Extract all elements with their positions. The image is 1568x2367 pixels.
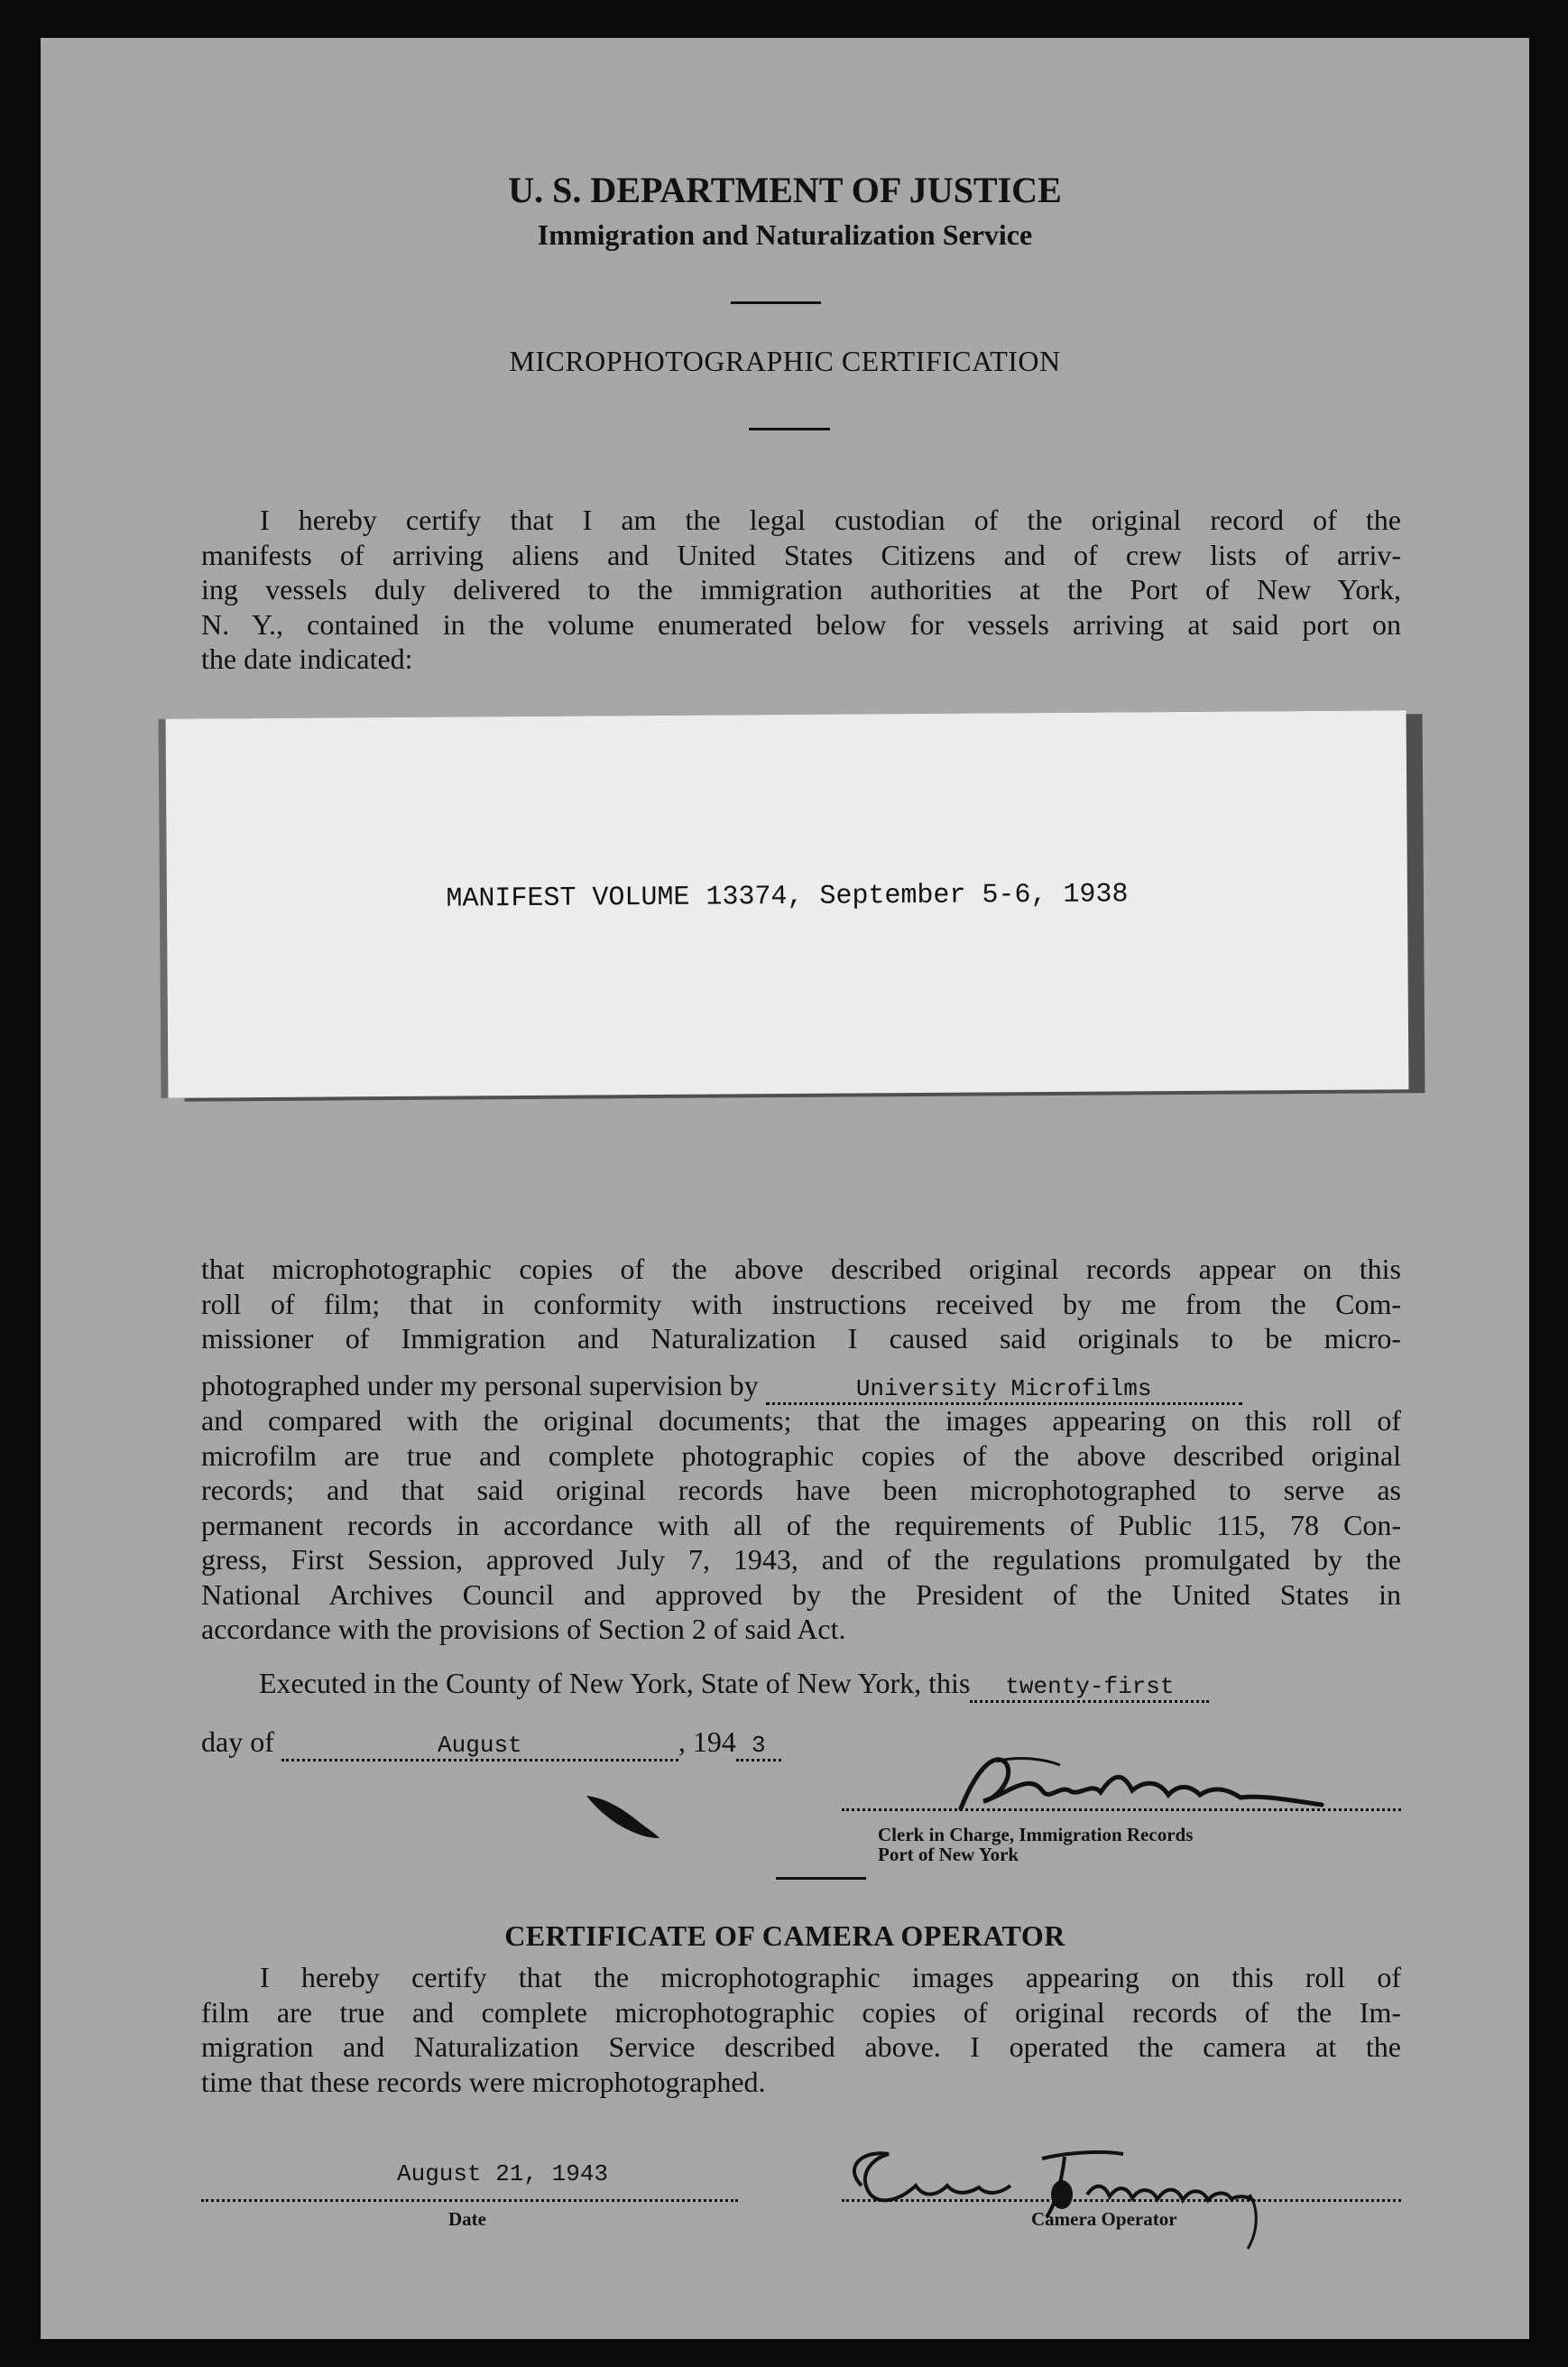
microfilm-prefix: photographed under my personal supervision by (201, 1369, 759, 1401)
date-of-execution-line (201, 1725, 781, 1761)
date-label: Date (448, 2208, 486, 2230)
intro-paragraph (201, 503, 1401, 677)
intro-line: manifests of arriving aliens and United States Citizens and of crew lists of arriv- (201, 538, 1401, 571)
date-signature-line (201, 2199, 738, 2202)
clerk-title-line: Port of New York (878, 1844, 1019, 1865)
microfilm-vendor-line (201, 1369, 1401, 1405)
clerk-title (878, 1825, 1193, 1864)
camera-line: I hereby certify that the microphotographic images appearing on this roll of (260, 1961, 1401, 1993)
divider-rule (749, 428, 830, 430)
camera-operator-heading: CERTIFICATE OF CAMERA OPERATOR (504, 1919, 1065, 1952)
intro-line: ing vessels duly delivered to the immigration authorities at the Port of New York, (201, 573, 1401, 606)
executed-prefix: Executed in the County of New York, State of New York, this (259, 1667, 971, 1699)
month-value: August (281, 1732, 678, 1761)
body-line: permanent records in accordance with all of the requirements of Public 115, 78 Con- (201, 1508, 1401, 1541)
camera-line: time that these records were microphotographed. (201, 2065, 766, 2098)
camera-line: migration and Naturalization Service described above. I operated the camera at the (201, 2030, 1401, 2063)
microfilm-vendor-value: University Microfilms (766, 1375, 1242, 1405)
clerk-title-line: Clerk in Charge, Immigration Records (878, 1824, 1194, 1845)
clerk-signature (943, 1745, 1340, 1822)
divider-rule (731, 301, 821, 304)
day-value: twenty-first (970, 1673, 1209, 1703)
year-prefix: , 194 (678, 1725, 736, 1758)
body-line: National Archives Council and approved by the President of the United States in (201, 1577, 1401, 1611)
divider-rule (776, 1877, 866, 1880)
body-line: missioner of Immigration and Naturalization I caused said originals to be micro- (201, 1322, 1401, 1355)
intro-line: the date indicated: (201, 643, 413, 675)
body-paragraph-continued (201, 1403, 1401, 1647)
body-line: accordance with the provisions of Section 2 of said Act. (201, 1613, 846, 1645)
camera-line: film are true and complete microphotographic copies of original records of the Im- (201, 1995, 1401, 2029)
ink-blot-icon (582, 1789, 663, 1843)
camera-date-value: August 21, 1943 (397, 2160, 609, 2187)
body-line: and compared with the original documents; that the images appearing on this roll of (201, 1404, 1401, 1437)
executed-line (259, 1667, 1209, 1703)
body-line: gress, First Session, approved July 7, 1943, and of the regulations promulgated by the (201, 1543, 1401, 1576)
body-line: that microphotographic copies of the above described original records appear on this (201, 1253, 1401, 1285)
body-line: microfilm are true and complete photographic copies of the above described original (201, 1438, 1401, 1472)
camera-operator-label: Camera Operator (1031, 2208, 1177, 2230)
department-subtitle: Immigration and Naturalization Service (537, 218, 1033, 251)
camera-operator-signature (826, 2131, 1331, 2258)
year-digit-value: 3 (736, 1732, 781, 1761)
certificate-page (41, 38, 1529, 2339)
body-line: records; and that said original records have been microphotographed to serve as (201, 1474, 1401, 1506)
intro-line: N. Y., contained in the volume enumerated below for vessels arriving at said port on (201, 607, 1401, 641)
body-line: roll of film; that in conformity with instructions received by me from the Com- (201, 1287, 1401, 1320)
day-of-label: day of (201, 1725, 274, 1758)
manifest-label-card (166, 710, 1409, 1098)
department-title: U. S. DEPARTMENT OF JUSTICE (508, 170, 1062, 210)
camera-paragraph (201, 1960, 1401, 2099)
manifest-volume-text: MANIFEST VOLUME 13374, September 5-6, 1938 (446, 879, 1129, 915)
body-paragraph (201, 1252, 1401, 1356)
intro-line: I hereby certify that I am the legal custodian of the original record of the (260, 504, 1401, 536)
certification-heading: MICROPHOTOGRAPHIC CERTIFICATION (509, 345, 1061, 377)
